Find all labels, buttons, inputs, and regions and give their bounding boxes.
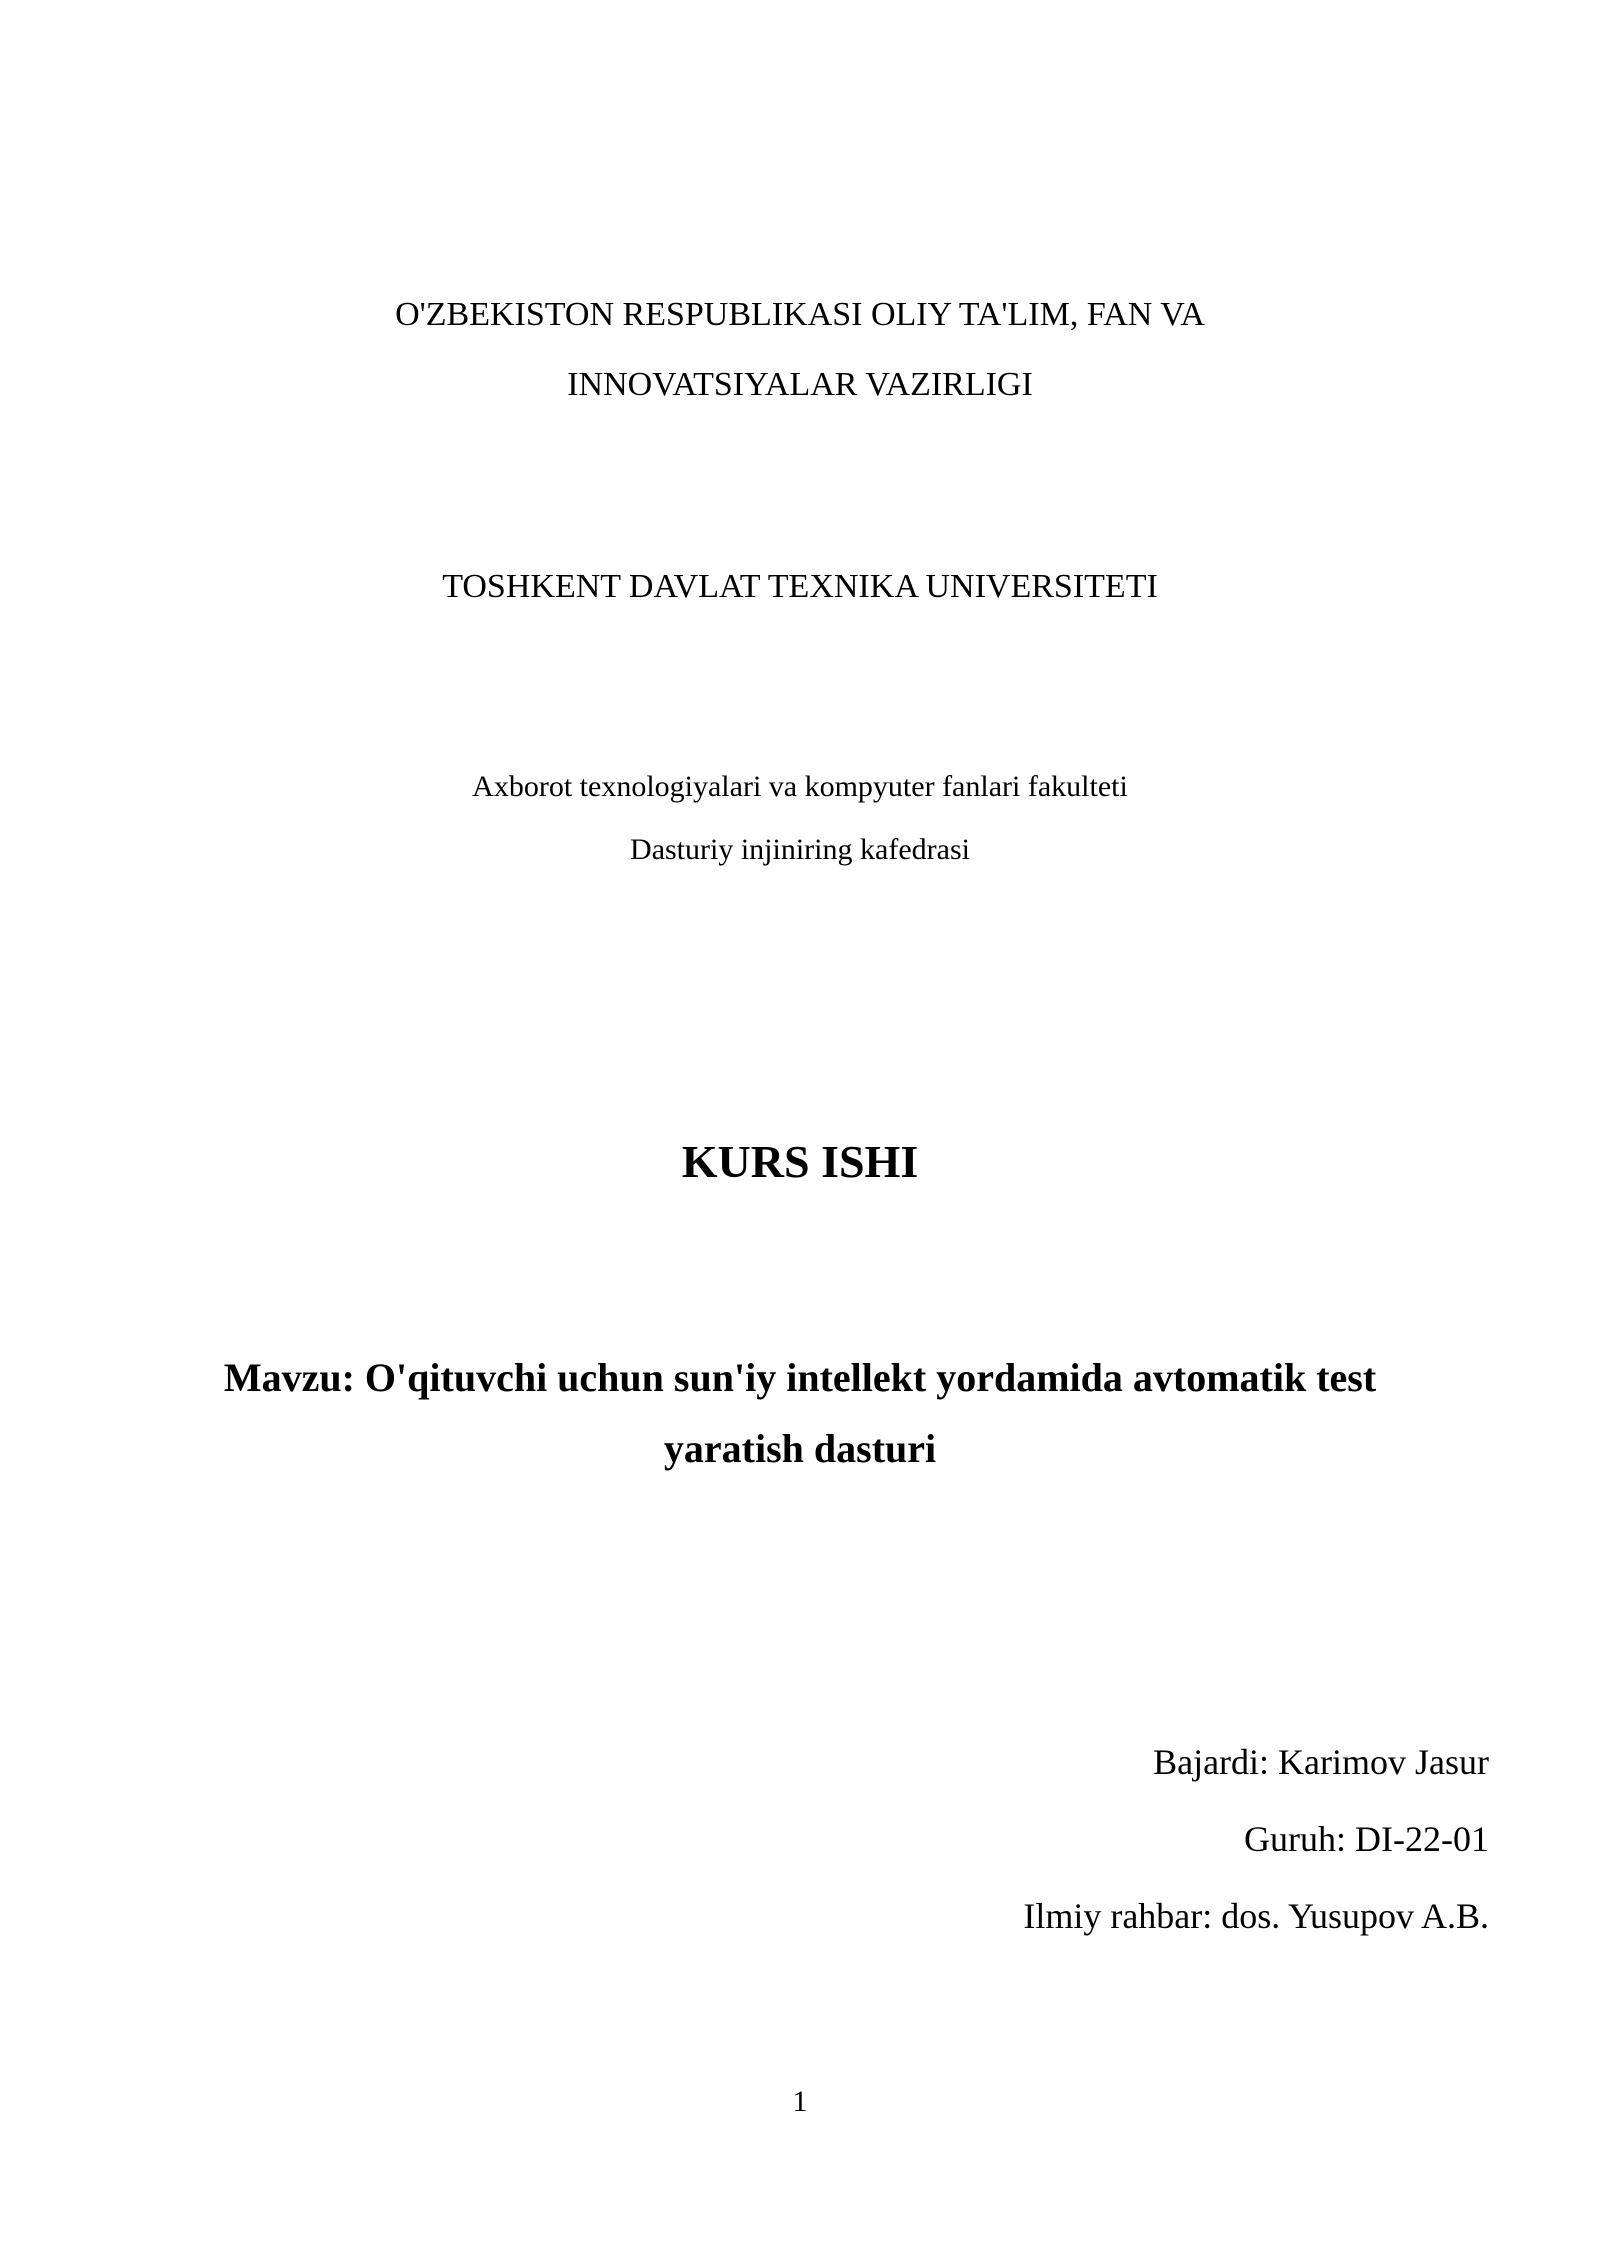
supervisor-line: Ilmiy rahbar: dos. Yusupov A.B.: [1023, 1896, 1489, 1936]
ministry-line-2: INNOVATSIYALAR VAZIRLIGI: [567, 366, 1033, 403]
author-line: Bajardi: Karimov Jasur: [1153, 1742, 1489, 1782]
work-type-title: KURS ISHI: [681, 1136, 919, 1187]
topic-line-1: Mavzu: O'qituvchi uchun sun'iy intellekt yordamida avtomatik test: [223, 1355, 1377, 1400]
ministry-line-1: O'ZBEKISTON RESPUBLIKASI OLIY TA'LIM, FAN VA: [395, 296, 1205, 333]
university-name: TOSHKENT DAVLAT TEXNIKA UNIVERSITETI: [442, 568, 1158, 605]
department-name: Dasturiy injiniring kafedrasi: [630, 833, 970, 866]
faculty-name: Axborot texnologiyalari va kompyuter fanlari fakulteti: [472, 770, 1128, 803]
group-line: Guruh: DI-22-01: [1244, 1819, 1489, 1859]
page-number: 1: [792, 2085, 808, 2118]
topic-line-2: yaratish dasturi: [663, 1426, 937, 1471]
